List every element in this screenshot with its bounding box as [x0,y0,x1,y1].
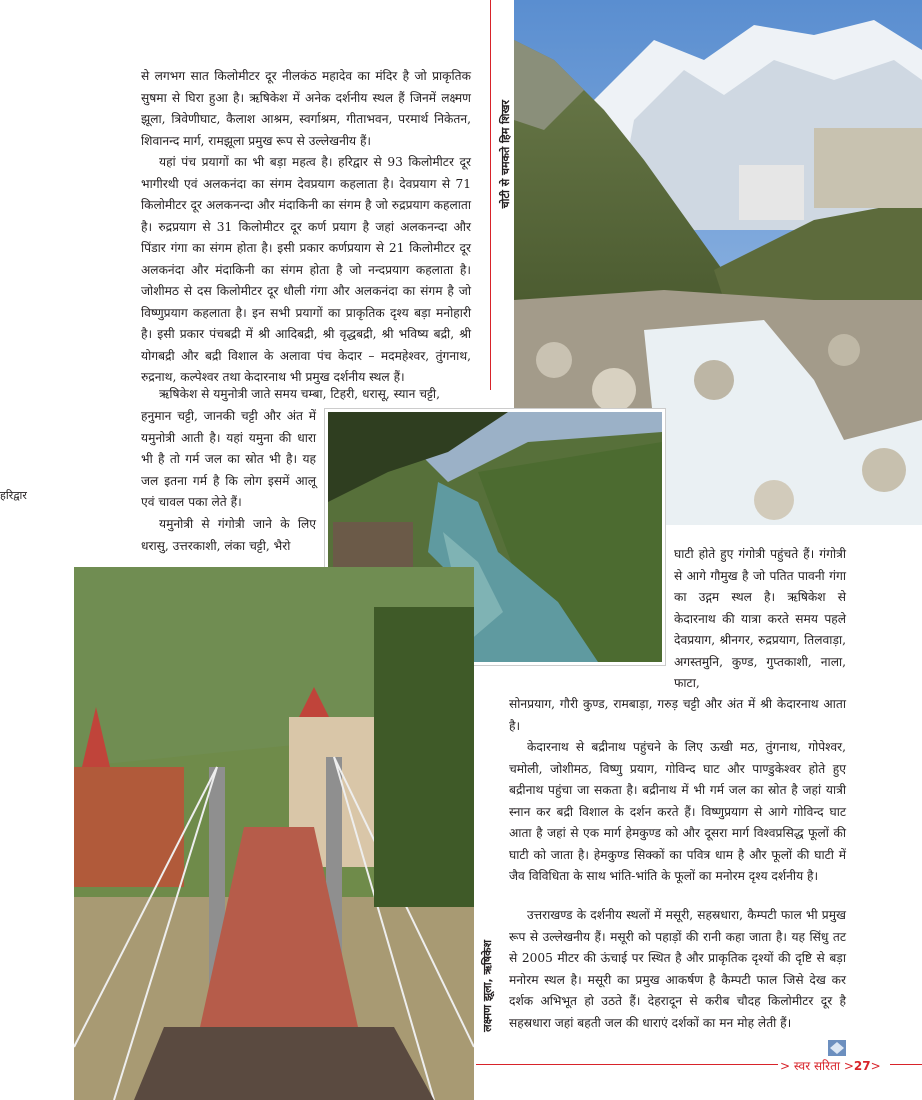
red-vertical-rule [490,0,491,390]
right-para-1b: सोनप्रयाग, गौरी कुण्ड, रामबाड़ा, गरुड़ चट्टी और अंत में श्री केदारनाथ आता है। [509,697,846,733]
left-para-4: यमुनोत्री से गंगोत्री जाने के लिए धरासु, उत्तरकाशी, लंका चट्टी, भैरो [141,517,316,553]
page-footer: > स्वर सरिता >27> [780,1059,881,1073]
footer-rule-right [890,1064,922,1065]
side-label-haridwar: हरिद्वार [0,489,27,502]
left-para-3a: ऋषिकेश से यमुनोत्री जाते समय चम्बा, टिहरी, धरासू, स्यान चट्टी, [159,387,440,401]
right-para-2: केदारनाथ से बद्रीनाथ पहुंचने के लिए ऊखी मठ, तुंगनाथ, गोपेश्वर, चमोली, जोशीमठ, विष्णु प्रयाग, गोविन्द घाट और पाण्डुकेश्वर होते हुए बद्रीनाथ पहुंचा जा सकता है। बद्रीनाथ में भी गर्म जल का स्रोत है जहां यात्री स्नान कर बद्री विशाल के दर्शन करते हैं। विष्णुप्रयाग से आगे गोविन्द घाट आता है जहां से एक मार्ग हेमकुण्ड को और दूसरा मार्ग विश्वप्रसिद्ध फूलों की घाटी को जाता है। हेमकुण्ड सिक्कों का पवित्र धाम है और फूलों की घाटी में जैव विविधिता के साथ भांति-भांति के फूलों का मनोरम दृश्य दर्शनीय है। [509,740,846,883]
right-para-1: घाटी होते हुए गंगोत्री पहुंचते हैं। गंगोत्री से आगे गौमुख है जो पतित पावनी गंगा का उद्गम स्थल है। ऋषिकेश से केदारनाथ की यात्रा करते समय पहले देवप्रयाग, श्रीनगर, रुद्रप्रयाग, तिलवाड़ा, अगस्तमुनि, कुण्ड, गुप्तकाशी, नाला, फाटा, [674,547,846,690]
footer-magazine-name: स्वर सरिता [793,1059,841,1073]
left-para-3b: हनुमान चट्टी, जानकी चट्टी और अंत में यमुनोत्री आती है। यहां यमुना की धारा भी है तो गर्म जल का स्रोत भी है। यह जल इतना गर्म है कि लोग इसमें आलू एवं चावल पका लेते हैं। [141,409,316,509]
magazine-emblem-icon [828,1040,846,1056]
page-number: 27 [853,1059,871,1073]
left-para-1: से लगभग सात किलोमीटर दूर नीलकंठ महादेव का मंदिर है जो प्राकृतिक सुषमा से घिरा हुआ है। ऋषिकेश में अनेक दर्शनीय स्थल हैं जिनमें लक्ष्मण झूला, त्रिवेणीघाट, कैलाश आश्रम, स्वर्गाश्रम, गीताभवन, परमार्थ निकेतन, शिवानन्द मार्ग, रामझूला प्रमुख रूप से उल्लेखनीय हैं। [141,69,471,148]
footer-rule-left [476,1064,778,1065]
bridge-photo-caption: लक्ष्मण झूला, ऋषिकेश [481,940,494,1032]
bridge-photo [74,567,474,1100]
left-para-2: यहां पंच प्रयागों का भी बड़ा महत्व है। हरिद्वार से 93 किलोमीटर दूर भागीरथी एवं अलकनंदा का संगम देवप्रयाग कहलाता है। देवप्रयाग से 71 किलोमीटर दूर अलकनन्दा और मंदाकिनी का संगम है जो रुद्रप्रयाग कहलाता है। रुद्रप्रयाग से 31 किलोमीटर दूर कर्ण प्रयाग है जहां अलकनन्दा और पिंडार गंगा का संगम होता है। इसी प्रकार कर्णप्रयाग से 21 किलोमीटर दूर अलकनंदा और मंदाकिनी का संगम होता है जो नन्दप्रयाग कहलाता है। जोशीमठ से दस किलोमीटर दूर धौली गंगा और अलकनंदा का संगम है जो विष्णुप्रयाग कहलाता है। इन सभी प्रयागों का प्राकृतिक दृश्य बड़ा मनोहारी है। इसी प्रकार पंचबद्री में श्री आदिबद्री, श्री वृद्धबद्री, श्री भविष्य बद्री, श्री योगबद्री और बद्री विशाल के अलावा पंच केदार – मदमहेश्वर, तुंगनाथ, रुद्रनाथ, कल्पेश्वर तथा केदारनाथ भी प्रमुख दर्शनीय स्थल हैं। [141,155,471,384]
mountain-photo-caption: चोटी से चमकते हिम शिखर [499,100,512,209]
right-para-3: उत्तराखण्ड के दर्शनीय स्थलों में मसूरी, सहस्रधारा, कैम्पटी फाल भी प्रमुख रूप से उल्लेखनीय हैं। मसूरी को पहाड़ों की रानी कहा जाता है। यह सिंधु तट से 2005 मीटर की ऊंचाई पर स्थित है और प्राकृतिक दृश्यों की दृष्टि से बड़ा मनोरम स्थल है। मसूरी का प्रमुख आकर्षण है कैम्पटी फाल जिसे देख कर दर्शक अभिभूत हो उठते हैं। देहरादून से करीब चौदह किलोमीटर दूर है सहस्रधारा जहां बहती जल की धाराएं दर्शकों का मन मोह लेती हैं। [509,908,846,1030]
